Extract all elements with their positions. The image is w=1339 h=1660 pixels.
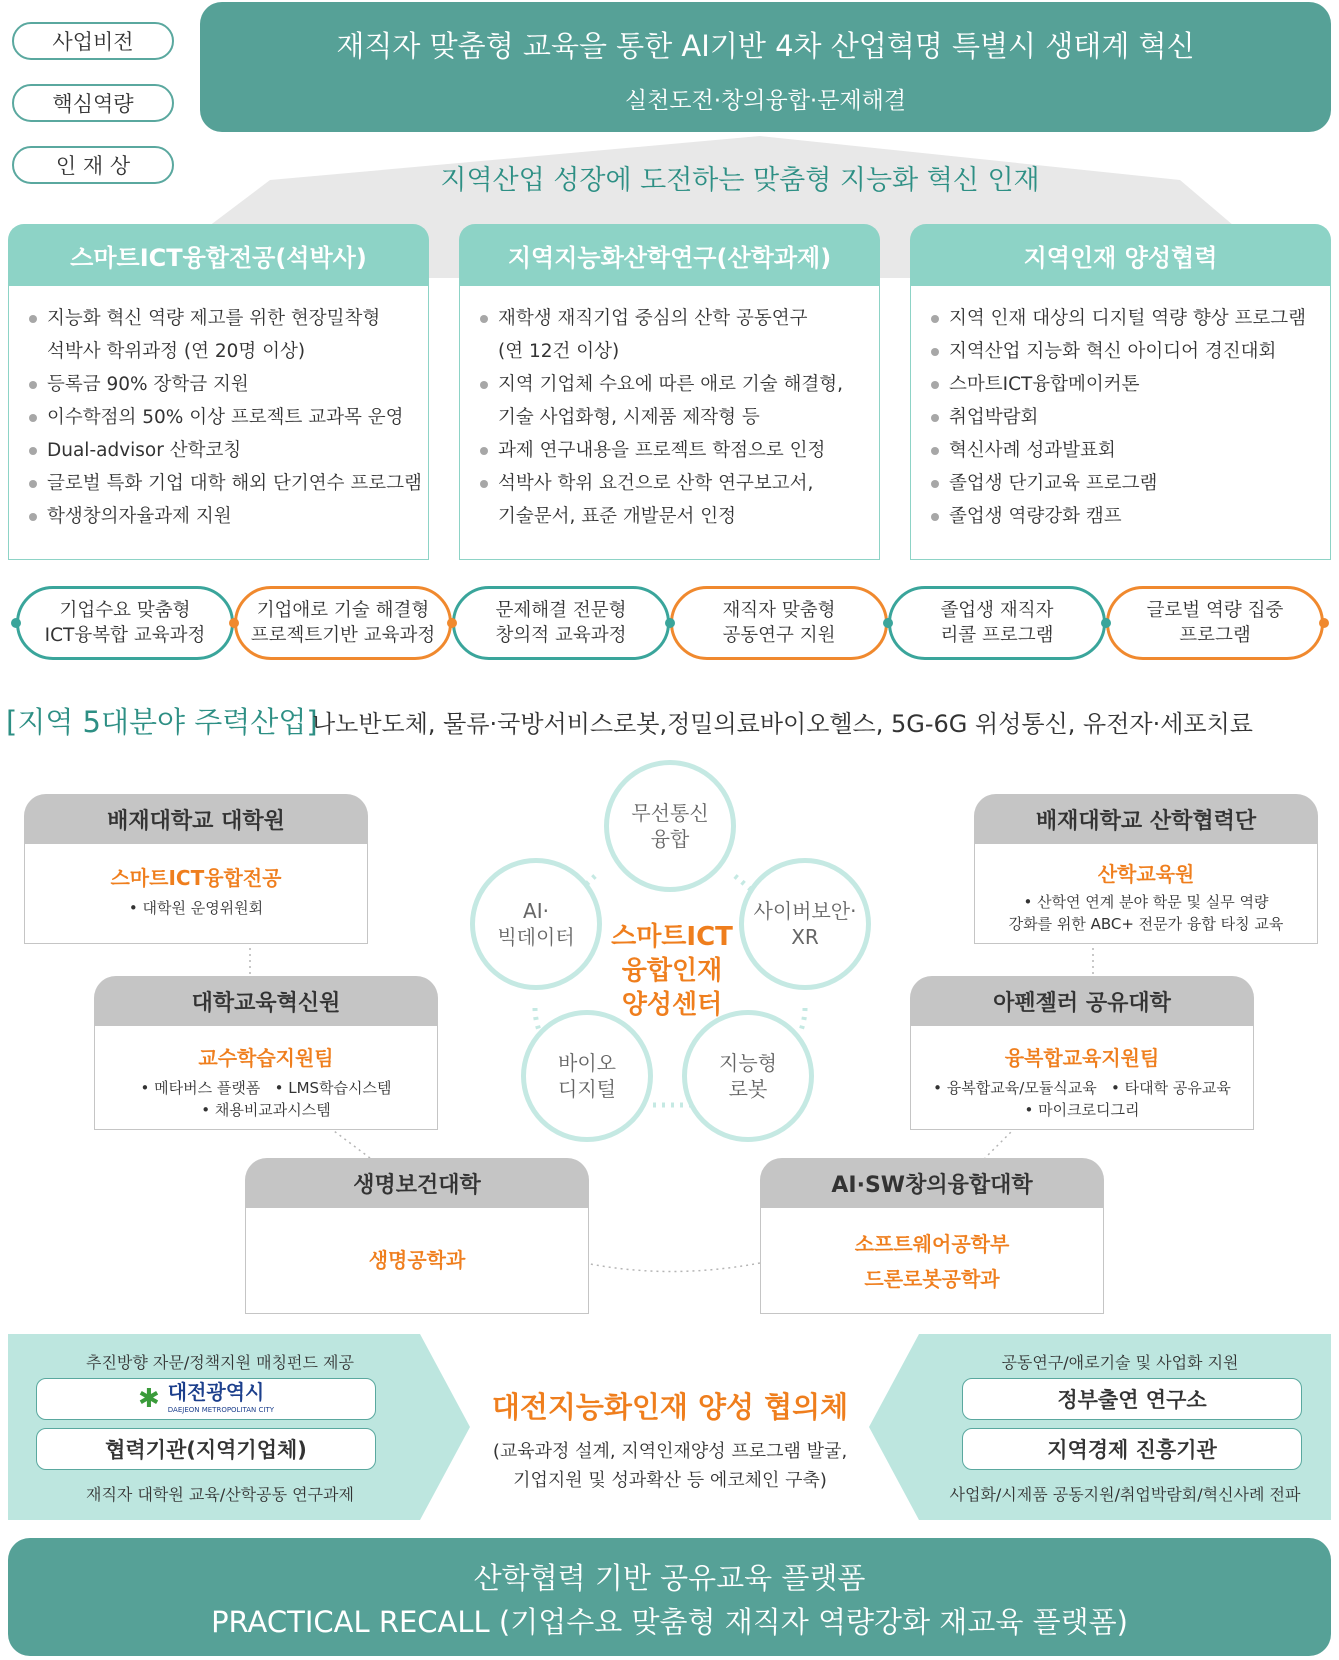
program-global [1106,586,1324,660]
column-title: 지역인재 양성협력 [910,224,1331,286]
platform-subtitle: PRACTICAL RECALL (기업수요 맞춤형 재직자 역량강화 재교육 플랫폼) [211,1605,1128,1639]
program-line: ICT융복합 교육과정 [44,625,206,646]
label-business-vision: 사업비전 [12,22,174,60]
circle-robot [682,1010,814,1142]
chain-dot [665,618,675,628]
center-title [597,920,747,1022]
program-line: 리콜 프로그램 [940,625,1054,646]
column-body [8,286,429,560]
circle-ai-bigdata [470,858,602,990]
chain-dot [1319,618,1329,628]
daejeon-star-icon: ✱ [137,1384,160,1414]
column-title: 스마트ICT융합전공(석박사) [8,224,429,286]
program-line: 기업애로 기술 해결형 [256,600,430,621]
circle-line: 빅데이터 [497,925,575,949]
council-left-bottom: 재직자 대학원 교육/산학공동 연구과제 [86,1485,354,1504]
regional-economy-agency: 지역경제 진흥기관 [962,1428,1302,1470]
chain-dot [11,618,21,628]
column-body [459,286,880,560]
council-description-line: 기업지원 및 성과확산 등 에코체인 구축) [513,1470,827,1491]
gov-research-institute: 정부출연 연구소 [962,1378,1302,1420]
list-item: 기술 사업화형, 시제품 제작형 등 [498,407,760,428]
org-body [910,1026,1254,1130]
circle-cyber-xr [739,858,871,990]
program-recall [888,586,1106,660]
list-item: 지능화 혁신 역량 제고를 위한 현장밀착형 [29,302,414,335]
program-line: 공동연구 지원 [722,625,836,646]
program-ict-convergence [16,586,234,660]
org-body [24,844,368,944]
org-head: 아펜젤러 공유대학 [910,976,1254,1026]
program-line: 졸업생 재직자 [940,600,1054,621]
circle-line: 사이버보안· [753,899,857,923]
org-head: 생명보건대학 [245,1158,589,1208]
list-item: 석박사 학위 요건으로 산학 연구보고서, [480,467,865,500]
org-unit-title: 교수학습지원팀 [198,1046,334,1070]
column-regional-talent [910,224,1331,560]
list-item: 지역 인재 대상의 디지털 역량 향상 프로그램 [931,302,1316,335]
org-detail: • 대학원 운영위원회 [128,899,264,917]
center-title-line: 스마트ICT [611,922,733,952]
org-detail: • 채용비교과시스템 [201,1101,331,1119]
circle-line: 무선통신 [631,801,709,825]
org-unit-title: 소프트웨어공학부 [854,1232,1010,1256]
org-detail: • 산학연 연계 분야 학문 및 실무 역량 [1023,893,1269,911]
list-item: 등록금 90% 장학금 지원 [29,368,414,401]
partner-companies: 협력기관(지역기업체) [36,1428,376,1470]
circle-line: 바이오 [558,1051,616,1075]
daejeon-logo-text [168,1381,274,1417]
org-body [94,1026,438,1130]
program-line: 재직자 맞춤형 [722,600,836,621]
chain-dot [883,618,893,628]
center-title-line: 융합인재 [621,956,723,986]
list-item: 졸업생 단기교육 프로그램 [931,467,1316,500]
list-item: 기술문서, 표준 개발문서 인정 [498,506,736,527]
list-item: 취업박람회 [931,401,1316,434]
platform-banner [8,1538,1331,1656]
circle-bio-digital [521,1010,653,1142]
column-body [910,286,1331,560]
list-item: 글로벌 특화 기업 대학 해외 단기연수 프로그램 [29,467,414,500]
circle-wireless [604,760,736,892]
platform-title: 산학협력 기반 공유교육 플랫폼 [473,1561,866,1595]
label-core-competency: 핵심역량 [12,84,174,122]
circle-line: AI· [523,899,549,923]
org-body [760,1208,1104,1314]
talent-statement: 지역산업 성장에 도전하는 맞춤형 지능화 혁신 인재 [440,165,1040,196]
program-line: 문제해결 전문형 [495,600,627,621]
council-left-top: 추진방향 자문/정책지원 매칭펀드 제공 [86,1353,354,1372]
chain-dot [1101,618,1111,628]
org-detail: • 마이크로디그리 [1024,1101,1140,1119]
program-line: 프로젝트기반 교육과정 [250,625,436,646]
council-right-bottom: 사업화/시제품 공동지원/취업박람회/혁신사례 전파 [949,1485,1301,1504]
list-item: 지역산업 지능화 혁신 아이디어 경진대회 [931,335,1316,368]
council-title: 대전지능화인재 양성 협의체 [491,1390,849,1424]
column-regional-research [459,224,880,560]
column-title: 지역지능화산학연구(산학과제) [459,224,880,286]
org-grad-school [24,794,368,944]
circle-line: 지능형 [719,1051,777,1075]
org-body [245,1208,589,1314]
org-unit-title: 드론로봇공학과 [864,1267,1000,1291]
chain-dot [447,618,457,628]
program-problem-solving [452,586,670,660]
org-appenzeller [910,976,1254,1130]
circle-line: XR [791,925,819,949]
org-unit-title: 산학교육원 [1097,862,1195,886]
chain-dot [229,618,239,628]
program-line: 창의적 교육과정 [495,625,627,646]
org-detail: • 융복합교육/모듈식교육 • 타대학 공유교육 [933,1079,1231,1097]
program-line: 기업수요 맞춤형 [59,600,191,621]
label-talent-profile: 인 재 상 [12,146,174,184]
council-description-line: (교육과정 설계, 지역인재양성 프로그램 발굴, [492,1441,848,1462]
council-right-top: 공동연구/애로기술 및 사업화 지원 [1001,1353,1239,1372]
list-item: 혁신사례 성과발표회 [931,434,1316,467]
daejeon-logo-box [36,1378,376,1420]
vision-main-text: 재직자 맞춤형 교육을 통한 AI기반 4차 산업혁명 특별시 생태계 혁신 [336,29,1195,63]
org-unit-title: 융복합교육지원팀 [1004,1046,1160,1070]
list-item: 스마트ICT융합메이커톤 [931,368,1316,401]
org-head: AI·SW창의융합대학 [760,1158,1104,1208]
list-item: 이수학점의 50% 이상 프로젝트 교과목 운영 [29,401,414,434]
daejeon-name-en: DAEJEON METROPOLITAN CITY [167,1406,275,1414]
org-body [974,844,1318,944]
center-title-line: 양성센터 [621,990,723,1020]
industries-list: 나노반도체, 물류·국방서비스로봇,정밀의료바이오헬스, 5G-6G 위성통신, 유전자·세포치료 [312,710,1253,738]
list-item: 과제 연구내용을 프로젝트 학점으로 인정 [480,434,865,467]
circle-line: 융합 [650,827,690,851]
program-joint-research [670,586,888,660]
list-item: 재학생 재직기업 중심의 산학 공동연구 [480,302,865,335]
industries-label: [지역 5대분야 주력산업] [6,705,318,739]
org-unit-title: 스마트ICT융합전공 [110,866,282,890]
list-item: 지역 기업체 수요에 따른 애로 기술 해결형, [480,368,865,401]
org-detail: • 메타버스 플랫폼 • LMS학습시스템 [140,1079,392,1097]
vision-sub-text: 실천도전·창의융합·문제해결 [624,88,907,114]
list-item: 석박사 학위과정 (연 20명 이상) [47,341,306,362]
column-smart-ict-major [8,224,429,560]
circle-line: 디지털 [558,1077,616,1101]
program-line: 프로그램 [1179,625,1251,646]
org-ai-sw [760,1158,1104,1314]
org-head: 배재대학교 산학협력단 [974,794,1318,844]
org-life-health [245,1158,589,1314]
org-industry-coop [974,794,1318,944]
org-edu-innovation [94,976,438,1130]
list-item: 학생창의자율과제 지원 [29,500,414,533]
list-item: (연 12건 이상) [498,341,620,362]
list-item: 졸업생 역량강화 캠프 [931,500,1316,533]
circle-line: 로봇 [728,1077,768,1101]
vision-banner [200,2,1331,132]
org-head: 대학교육혁신원 [94,976,438,1026]
council-description [470,1437,870,1495]
org-detail: 강화를 위한 ABC+ 전문가 융합 타칭 교육 [1008,915,1284,933]
list-item: Dual-advisor 산학코칭 [29,434,414,467]
program-line: 글로벌 역량 집중 [1146,600,1284,621]
org-unit-title: 생명공학과 [368,1248,466,1272]
program-project-based [234,586,452,660]
daejeon-name: 대전광역시 [167,1380,265,1404]
org-head: 배재대학교 대학원 [24,794,368,844]
